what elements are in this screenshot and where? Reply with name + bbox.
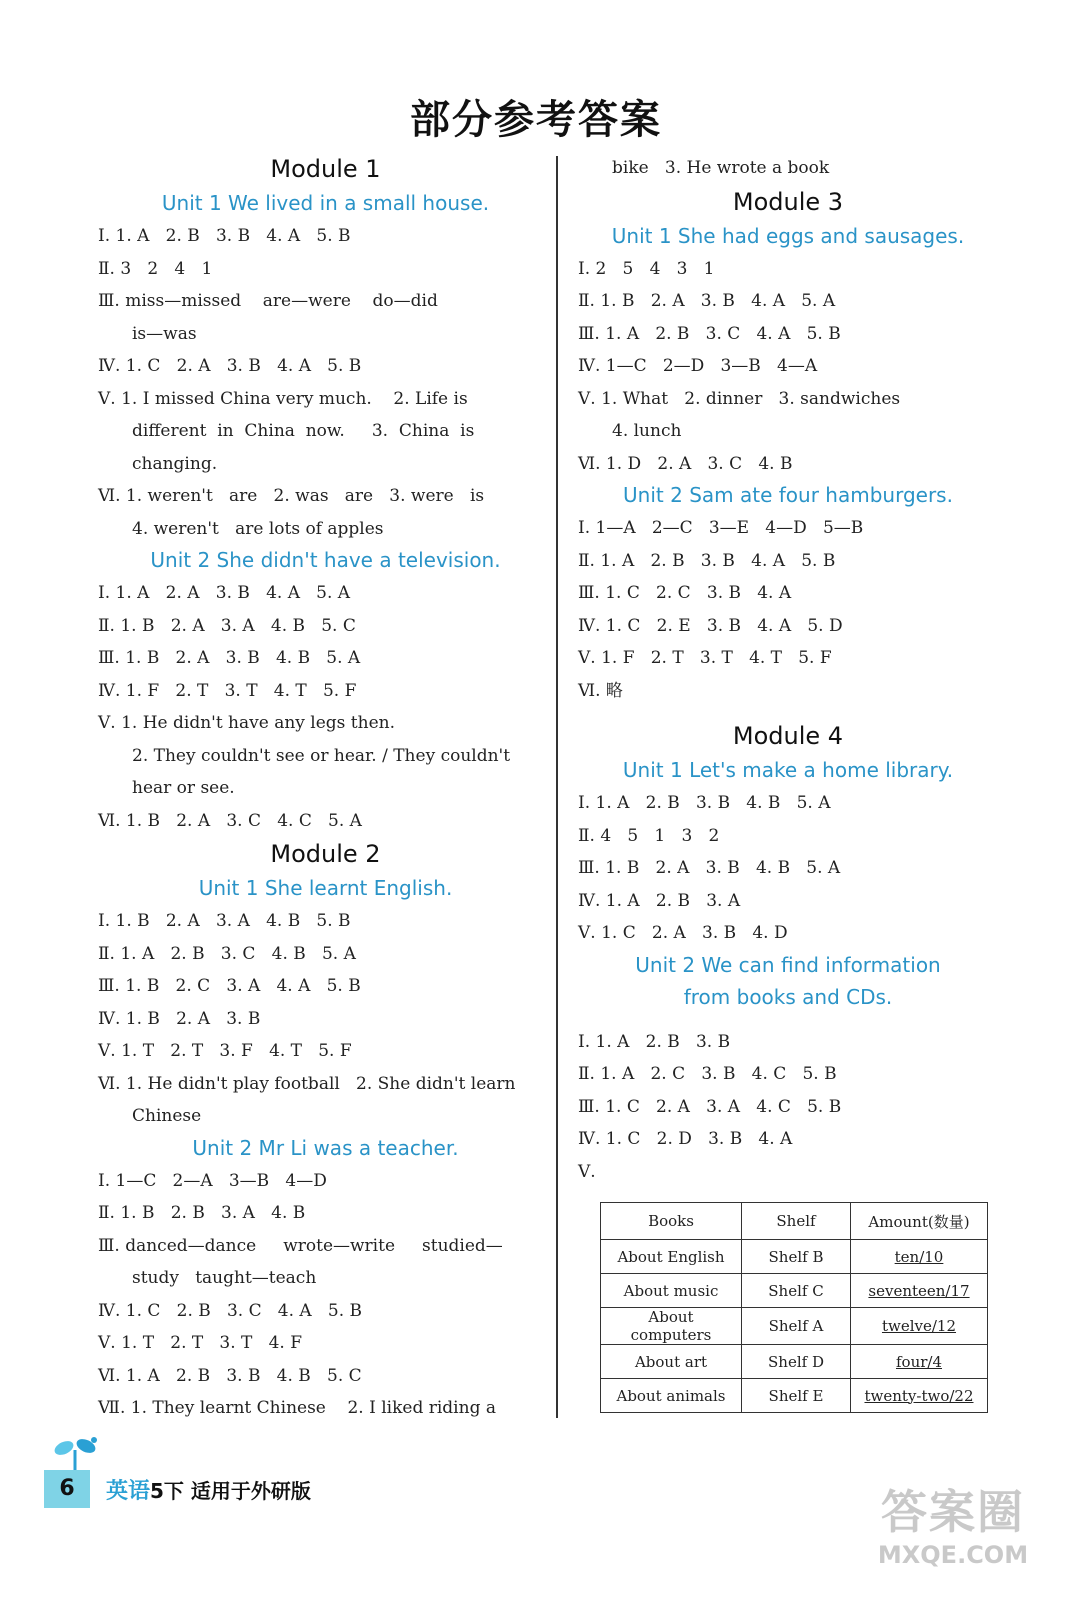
answer-line: Ⅶ. 1. They learnt Chinese 2. I liked riding a — [98, 1398, 496, 1418]
answer-line: Ⅳ. 1. F 2. T 3. T 4. T 5. F — [98, 680, 357, 701]
answer-line: Ⅵ. 1. A 2. B 3. B 4. B 5. C — [98, 1365, 362, 1386]
answer-line: Ⅴ. 1. I missed China very much. 2. Life is — [98, 388, 468, 409]
answer-line: Ⅳ. 1. B 2. A 3. B — [98, 1008, 261, 1029]
sprout-icon — [50, 1436, 100, 1470]
subject-label: 英语 — [106, 1479, 151, 1504]
table-cell: Shelf A — [742, 1308, 851, 1345]
answer-line: bike 3. He wrote a book — [612, 158, 830, 178]
answer-line: Ⅱ. 1. B 2. A 3. B 4. A 5. A — [578, 291, 836, 311]
table-cell: About animals — [601, 1379, 742, 1413]
grade-label: 5下 — [150, 1479, 184, 1503]
unit-heading: Unit 2 Sam ate four hamburgers. — [623, 483, 953, 507]
answer-line: Ⅱ. 1. A 2. B 3. B 4. A 5. B — [578, 550, 836, 571]
answer-line: Ⅳ. 1—C 2—D 3—B 4—A — [578, 356, 818, 376]
table-cell: seventeen/17 — [851, 1274, 988, 1308]
answer-line: Ⅳ. 1. C 2. E 3. B 4. A 5. D — [578, 615, 843, 636]
edition-label: 适用于外研版 — [190, 1479, 311, 1503]
answer-line: Ⅰ. 1—C 2—A 3—B 4—D — [98, 1170, 327, 1191]
table-cell: ten/10 — [851, 1240, 988, 1274]
answer-line: Ⅴ. 1. T 2. T 3. F 4. T 5. F — [98, 1041, 352, 1061]
left-column — [98, 152, 553, 1425]
watermark-logo-text: 答案圈 — [881, 1485, 1025, 1539]
answer-line: Ⅴ. 1. F 2. T 3. T 4. T 5. F — [578, 648, 832, 668]
table-cell: Shelf C — [742, 1274, 851, 1308]
table-row — [601, 1274, 988, 1308]
answer-line: hear or see. — [132, 778, 235, 798]
unit-heading: Unit 2 Mr Li was a teacher. — [192, 1135, 459, 1160]
answer-line: Ⅵ. 略 — [578, 680, 623, 701]
column-divider — [556, 156, 558, 1418]
right-column — [578, 152, 998, 1413]
answer-line: Ⅵ. 1. B 2. A 3. C 4. C 5. A — [98, 810, 362, 831]
answer-line: Ⅰ. 1. A 2. B 3. B 4. B 5. A — [578, 793, 831, 813]
unit-heading-continued: from books and CDs. — [683, 984, 893, 1009]
table-cell: About art — [601, 1345, 742, 1379]
table-row — [601, 1379, 988, 1413]
module-3-heading: Module 3 — [732, 187, 844, 216]
answer-line: Ⅱ. 1. A 2. C 3. B 4. C 5. B — [578, 1064, 837, 1084]
answer-line: Ⅰ. 1. A 2. A 3. B 4. A 5. A — [98, 583, 351, 603]
watermark — [868, 1484, 1038, 1584]
answer-line: Ⅲ. 1. B 2. C 3. A 4. A 5. B — [98, 976, 361, 996]
answer-line: Ⅳ. 1. A 2. B 3. A — [578, 890, 741, 911]
unit-heading: Unit 2 She didn't have a television. — [150, 548, 501, 572]
table-row — [601, 1240, 988, 1274]
answer-line: Ⅰ. 1. A 2. B 3. B 4. A 5. B — [98, 226, 351, 246]
table-row — [601, 1345, 988, 1379]
answer-line: Ⅱ. 4 5 1 3 2 — [578, 825, 720, 846]
answer-line: 2. They couldn't see or hear. / They couldn't — [132, 745, 511, 766]
table-cell: four/4 — [851, 1345, 988, 1379]
table-row — [601, 1308, 988, 1345]
answer-line: Chinese — [132, 1106, 202, 1126]
module-1-heading: Module 1 — [270, 155, 381, 183]
table-cell: Shelf B — [742, 1240, 851, 1274]
answer-line: Ⅲ. miss—missed are—were do—did — [98, 291, 438, 311]
unit-heading: Unit 2 We can find information — [635, 952, 941, 977]
answer-line: Ⅲ. 1. B 2. A 3. B 4. B 5. A — [98, 648, 361, 668]
answer-line: 4. weren't are lots of apples — [132, 518, 384, 539]
answer-line: Ⅴ. 1. T 2. T 3. T 4. F — [98, 1333, 303, 1353]
answer-line: Ⅳ. 1. C 2. B 3. C 4. A 5. B — [98, 1300, 363, 1321]
table-cell: Shelf E — [742, 1379, 851, 1413]
table-header: Books — [601, 1203, 742, 1240]
answer-line: Ⅵ. 1. D 2. A 3. C 4. B — [578, 453, 793, 474]
answer-line: Ⅰ. 1. B 2. A 3. A 4. B 5. B — [98, 911, 351, 931]
answer-line: Ⅰ. 1—A 2—C 3—E 4—D 5—B — [578, 518, 864, 538]
unit-heading: Unit 1 We lived in a small house. — [161, 191, 490, 215]
table-cell: About English — [601, 1240, 742, 1274]
table-cell: twelve/12 — [851, 1308, 988, 1345]
table-cell: About computers — [601, 1308, 742, 1345]
shelf-table — [600, 1202, 988, 1413]
answer-line: Ⅰ. 1. A 2. B 3. B — [578, 1031, 731, 1052]
table-header-row — [601, 1203, 988, 1240]
answer-line: Ⅲ. 1. B 2. A 3. B 4. B 5. A — [578, 858, 841, 878]
book-info — [106, 1474, 311, 1505]
answer-line: Ⅳ. 1. C 2. A 3. B 4. A 5. B — [98, 356, 362, 376]
page-title: 部分参考答案 — [410, 97, 662, 143]
unit-heading: Unit 1 Let's make a home library. — [622, 758, 954, 782]
answer-line: Ⅵ. 1. He didn't play football 2. She didn't learn — [98, 1073, 516, 1094]
answer-line: Ⅴ. 1. What 2. dinner 3. sandwiches — [578, 388, 901, 409]
table-cell: About music — [601, 1274, 742, 1308]
answer-line: Ⅰ. 2 5 4 3 1 — [578, 258, 715, 279]
answer-line: 4. lunch — [612, 421, 682, 441]
answer-line: Ⅳ. 1. C 2. D 3. B 4. A — [578, 1129, 793, 1149]
answer-line: Ⅴ. 1. C 2. A 3. B 4. D — [578, 923, 788, 943]
answer-line: Ⅲ. danced—dance wrote—write studied— — [98, 1235, 503, 1256]
module-4-heading: Module 4 — [732, 722, 844, 750]
answer-line: Ⅱ. 1. B 2. A 3. A 4. B 5. C — [98, 615, 356, 636]
answer-line: Ⅴ. — [578, 1161, 596, 1182]
table-header: Amount(数量) — [851, 1203, 988, 1240]
watermark-url: MXQE.COM — [877, 1541, 1029, 1569]
module-2-heading: Module 2 — [270, 840, 381, 868]
answer-line: Ⅵ. 1. weren't are 2. was are 3. were is — [98, 486, 485, 506]
table-cell: Shelf D — [742, 1345, 851, 1379]
answer-line: different in China now. 3. China is — [132, 421, 475, 441]
table-header: Shelf — [742, 1203, 851, 1240]
answer-line: Ⅱ. 1. B 2. B 3. A 4. B — [98, 1203, 306, 1223]
answer-line: Ⅲ. 1. A 2. B 3. C 4. A 5. B — [578, 323, 841, 344]
answer-line: Ⅱ. 1. A 2. B 3. C 4. B 5. A — [98, 943, 356, 964]
answer-line: Ⅲ. 1. C 2. C 3. B 4. A — [578, 583, 792, 603]
unit-heading: Unit 1 She learnt English. — [198, 876, 453, 900]
answer-line: is—was — [132, 323, 197, 344]
unit-heading: Unit 1 She had eggs and sausages. — [611, 223, 965, 248]
answer-line: Ⅲ. 1. C 2. A 3. A 4. C 5. B — [578, 1096, 842, 1117]
answer-line: changing. — [132, 453, 218, 474]
answer-line: study taught—teach — [132, 1268, 317, 1288]
answer-line: Ⅴ. 1. He didn't have any legs then. — [98, 713, 396, 733]
page-number: 6 — [44, 1470, 90, 1508]
answer-line: Ⅱ. 3 2 4 1 — [98, 258, 213, 279]
table-cell: twenty-two/22 — [851, 1379, 988, 1413]
